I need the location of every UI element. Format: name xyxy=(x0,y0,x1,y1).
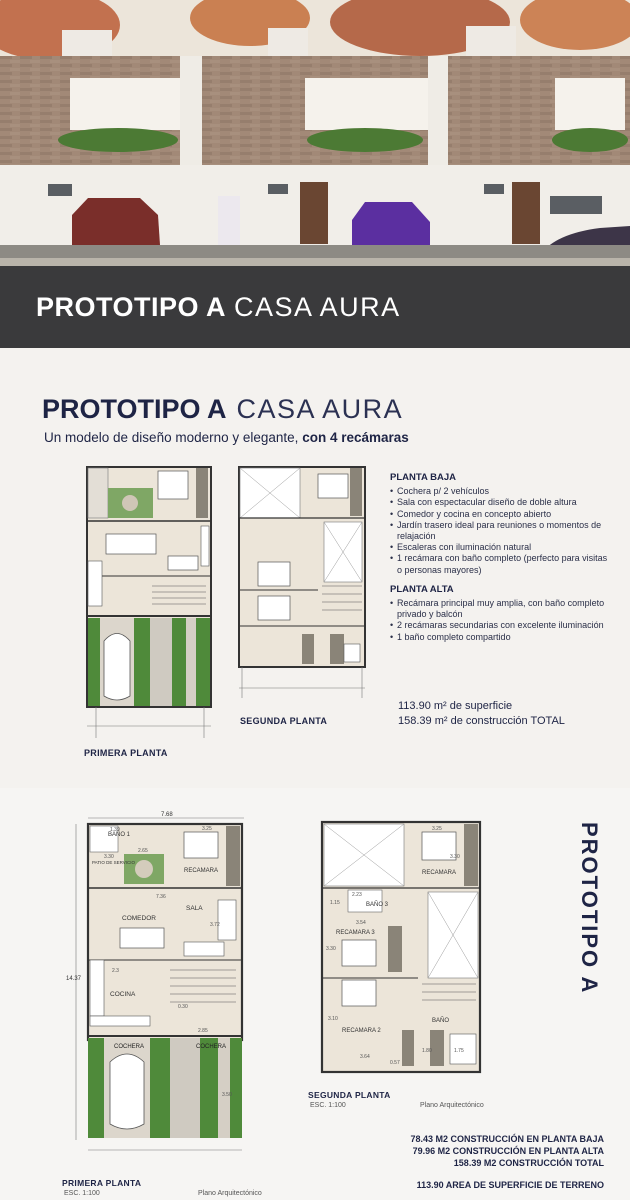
room-label-cocina: COCINA xyxy=(110,991,136,998)
dim-8: 0.30 xyxy=(178,1004,188,1010)
hero-title xyxy=(36,292,401,323)
second-floor-detailed-label: SEGUNDA PLANTA xyxy=(308,1090,391,1100)
first-floor-detailed-label: PRIMERA PLANTA xyxy=(62,1178,142,1188)
room-label-patio: PATIO DE SERVICIO xyxy=(92,860,136,865)
dim-1: 1.39 xyxy=(110,827,120,833)
dim-5: 7.36 xyxy=(156,894,166,900)
dim-s10: 0.57 xyxy=(390,1060,400,1066)
second-floor-plan-detailed xyxy=(318,820,488,1080)
dim-4: 2.65 xyxy=(138,848,148,854)
dim-s6: 3.30 xyxy=(326,946,336,952)
room-label-cochera-1: COCHERA xyxy=(114,1044,145,1050)
dim-s5: 3.54 xyxy=(356,920,366,926)
section-title xyxy=(42,394,403,425)
planta-baja-heading: PLANTA BAJA xyxy=(390,472,456,483)
vertical-title xyxy=(572,822,602,1012)
room-label-recamara2: RECAMARA 2 xyxy=(342,1028,381,1034)
first-floor-scale: ESC. 1:100 xyxy=(64,1190,100,1197)
dim-s4: 1.15 xyxy=(330,900,340,906)
dim-3: 3.30 xyxy=(104,854,114,860)
room-label-cochera-2: COCHERA xyxy=(196,1044,227,1050)
room-label-bano2: BAÑO xyxy=(432,1018,450,1024)
list-item: • 1 baño completo compartido xyxy=(390,632,612,643)
dim-s2: 3.30 xyxy=(450,854,460,860)
first-floor-label: PRIMERA PLANTA xyxy=(84,748,168,758)
hero-render xyxy=(0,0,630,348)
subtitle-bold: con 4 recámaras xyxy=(302,430,409,445)
room-label-comedor: COMEDOR xyxy=(122,915,156,922)
vertical-title-text: PROTOTIPO A xyxy=(577,822,602,995)
subtitle-text: Un modelo de diseño moderno y elegante, xyxy=(44,430,299,445)
list-item: • Sala con espectacular diseño de doble altura xyxy=(390,497,612,508)
area-construccion: 158.39 m² de construcción TOTAL xyxy=(398,715,565,727)
dim-6: 3.72 xyxy=(210,922,220,928)
dim-2: 3.25 xyxy=(202,826,212,832)
first-floor-caption: Plano Arquitectónico xyxy=(198,1190,262,1197)
room-label-bano3: BAÑO 3 xyxy=(366,902,389,908)
section-subtitle xyxy=(44,430,409,445)
dim-10: 3.50 xyxy=(222,1092,232,1098)
second-floor-caption: Plano Arquitectónico xyxy=(420,1102,484,1109)
dim-s12: 1.75 xyxy=(454,1048,464,1054)
list-item: • Jardín trasero ideal para reuniones o momentos de relajación xyxy=(390,520,612,542)
room-label-recamara: RECAMARA xyxy=(184,868,219,874)
second-floor-plan-small xyxy=(238,466,370,706)
first-floor-plan-small xyxy=(86,466,214,741)
room-label-recamara3: RECAMARA 3 xyxy=(336,930,375,936)
hero-title-light: CASA AURA xyxy=(234,292,401,322)
first-floor-plan-detailed xyxy=(66,810,266,1160)
area-superficie: 113.90 m² de superficie xyxy=(398,700,513,712)
second-floor-label: SEGUNDA PLANTA xyxy=(240,716,328,726)
dim-s9: 3.64 xyxy=(360,1054,370,1060)
room-label-bano1: BAÑO 1 xyxy=(108,832,131,838)
dim-s8: 3.10 xyxy=(328,1016,338,1022)
summary-line: 113.90 AREA DE SUPERFICIE DE TERRENO xyxy=(416,1180,604,1190)
room-label-recamara-main: RECAMARA xyxy=(422,870,457,876)
hero-title-bold: PROTOTIPO A xyxy=(36,292,227,322)
summary-line: 158.39 M2 CONSTRUCCIÓN TOTAL xyxy=(453,1158,604,1168)
list-item: • Comedor y cocina en concepto abierto xyxy=(390,509,612,520)
planta-alta-list xyxy=(390,598,612,643)
planta-baja-list xyxy=(390,486,612,576)
list-item: • 2 recámaras secundarias con excelente iluminación xyxy=(390,620,612,631)
summary-line: 78.43 M2 CONSTRUCCIÓN EN PLANTA BAJA xyxy=(410,1134,604,1144)
features-list xyxy=(390,472,612,651)
planta-alta-heading: PLANTA ALTA xyxy=(390,583,454,595)
dim-height-left: 14.37 xyxy=(66,976,82,982)
section-title-light: CASA AURA xyxy=(236,394,404,424)
dim-width-top: 7.68 xyxy=(161,812,173,818)
room-label-sala: SALA xyxy=(186,905,203,912)
list-item: • Cochera p/ 2 vehículos xyxy=(390,486,612,497)
list-item: • 1 recámara con baño completo (perfecto para visitas o personas mayores) xyxy=(390,553,612,575)
dim-7: 2.3 xyxy=(112,968,119,974)
second-floor-scale: ESC. 1:100 xyxy=(310,1102,346,1109)
list-item: • Recámara principal muy amplia, con baño completo privado y balcón xyxy=(390,598,612,620)
summary-line: 79.96 M2 CONSTRUCCIÓN EN PLANTA ALTA xyxy=(412,1146,604,1156)
dim-s11: 1.80 xyxy=(422,1048,432,1054)
dim-9: 2.85 xyxy=(198,1028,208,1034)
detailed-plans-section xyxy=(0,788,630,1200)
list-item: • Escaleras con iluminación natural xyxy=(390,542,612,553)
dim-s3: 2.23 xyxy=(352,892,362,898)
dim-s1: 3.25 xyxy=(432,826,442,832)
prototype-overview-section xyxy=(0,348,630,788)
section-title-bold: PROTOTIPO A xyxy=(42,394,227,424)
